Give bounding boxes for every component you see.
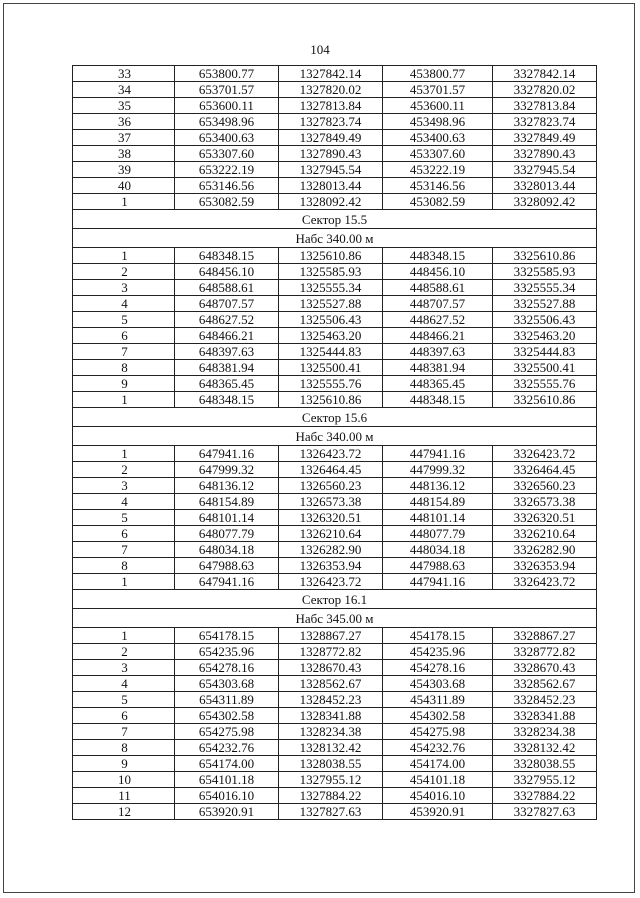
table-row [73, 676, 597, 692]
point-number-cell: 1 [73, 392, 175, 408]
point-number-cell: 4 [73, 676, 175, 692]
coordinate-cell: 653701.57 [175, 82, 279, 98]
coordinate-cell: 3328132.42 [493, 740, 597, 756]
coordinate-cell: 454101.18 [383, 772, 493, 788]
coordinate-cell: 647988.63 [175, 558, 279, 574]
coordinate-cell: 1325506.43 [279, 312, 383, 328]
coordinate-cell: 3326423.72 [493, 446, 597, 462]
coordinate-cell: 3328452.23 [493, 692, 597, 708]
coordinate-cell: 647941.16 [175, 446, 279, 462]
table-row [73, 66, 597, 82]
coordinate-cell: 648707.57 [175, 296, 279, 312]
point-number-cell: 4 [73, 494, 175, 510]
sector-elevation: Набс 340.00 м [73, 427, 597, 446]
coordinate-cell: 1325463.20 [279, 328, 383, 344]
point-number-cell: 2 [73, 462, 175, 478]
coordinate-cell: 3325585.93 [493, 264, 597, 280]
point-number-cell: 10 [73, 772, 175, 788]
table-row [73, 360, 597, 376]
table-row [73, 708, 597, 724]
coordinate-cell: 448077.79 [383, 526, 493, 542]
sector-title-row [73, 590, 597, 609]
coordinate-cell: 3326210.64 [493, 526, 597, 542]
coordinate-cell: 448381.94 [383, 360, 493, 376]
table-row [73, 178, 597, 194]
coordinate-cell: 3328234.38 [493, 724, 597, 740]
coordinate-cell: 3325555.34 [493, 280, 597, 296]
coordinate-cell: 1327842.14 [279, 66, 383, 82]
coordinate-cell: 1325500.41 [279, 360, 383, 376]
coordinate-cell: 1328867.27 [279, 628, 383, 644]
table-row [73, 644, 597, 660]
coordinate-cell: 3325463.20 [493, 328, 597, 344]
coordinate-cell: 448348.15 [383, 248, 493, 264]
table-row [73, 660, 597, 676]
coordinate-cell: 654174.00 [175, 756, 279, 772]
table-row [73, 558, 597, 574]
point-number-cell: 2 [73, 644, 175, 660]
table-row [73, 494, 597, 510]
coordinate-cell: 448101.14 [383, 510, 493, 526]
coordinate-cell: 1327945.54 [279, 162, 383, 178]
coordinate-cell: 453800.77 [383, 66, 493, 82]
point-number-cell: 5 [73, 510, 175, 526]
point-number-cell: 35 [73, 98, 175, 114]
coordinate-cell: 654235.96 [175, 644, 279, 660]
point-number-cell: 38 [73, 146, 175, 162]
coordinate-cell: 654303.68 [175, 676, 279, 692]
coordinate-cell: 447941.16 [383, 574, 493, 590]
coordinate-cell: 1328670.43 [279, 660, 383, 676]
table-row [73, 344, 597, 360]
sector-title: Сектор 15.6 [73, 408, 597, 427]
table-row [73, 526, 597, 542]
point-number-cell: 1 [73, 446, 175, 462]
coordinate-cell: 3328013.44 [493, 178, 597, 194]
coordinate-cell: 448348.15 [383, 392, 493, 408]
coordinate-cell: 3325610.86 [493, 248, 597, 264]
coordinate-cell: 447988.63 [383, 558, 493, 574]
coordinate-cell: 1326423.72 [279, 574, 383, 590]
coordinate-cell: 453498.96 [383, 114, 493, 130]
table-row [73, 756, 597, 772]
coordinate-cell: 453222.19 [383, 162, 493, 178]
coordinate-cell: 1328452.23 [279, 692, 383, 708]
point-number-cell: 7 [73, 344, 175, 360]
coordinate-cell: 448034.18 [383, 542, 493, 558]
coordinate-cell: 1327849.49 [279, 130, 383, 146]
sector-elevation-row [73, 427, 597, 446]
coordinate-cell: 448456.10 [383, 264, 493, 280]
table-row [73, 248, 597, 264]
coordinate-cell: 3327827.63 [493, 804, 597, 820]
table-row [73, 264, 597, 280]
table-row [73, 740, 597, 756]
coordinate-cell: 3325527.88 [493, 296, 597, 312]
coordinate-cell: 654016.10 [175, 788, 279, 804]
coordinate-cell: 448466.21 [383, 328, 493, 344]
sector-elevation-row [73, 609, 597, 628]
coordinate-cell: 3326353.94 [493, 558, 597, 574]
point-number-cell: 39 [73, 162, 175, 178]
table-row [73, 574, 597, 590]
coordinate-cell: 1327884.22 [279, 788, 383, 804]
coordinate-cell: 3327842.14 [493, 66, 597, 82]
coordinate-cell: 454302.58 [383, 708, 493, 724]
sector-title: Сектор 16.1 [73, 590, 597, 609]
coordinate-cell: 453082.59 [383, 194, 493, 210]
coordinate-cell: 453400.63 [383, 130, 493, 146]
sector-title: Сектор 15.5 [73, 210, 597, 229]
table-row [73, 628, 597, 644]
coordinate-cell: 3327820.02 [493, 82, 597, 98]
coordinate-cell: 648136.12 [175, 478, 279, 494]
coordinate-cell: 653400.63 [175, 130, 279, 146]
coordinate-cell: 453146.56 [383, 178, 493, 194]
point-number-cell: 1 [73, 628, 175, 644]
coordinate-cell: 454016.10 [383, 788, 493, 804]
coordinate-cell: 453701.57 [383, 82, 493, 98]
table-row [73, 194, 597, 210]
coordinate-cell: 1327890.43 [279, 146, 383, 162]
point-number-cell: 8 [73, 360, 175, 376]
coordinate-cell: 653498.96 [175, 114, 279, 130]
coordinate-cell: 448588.61 [383, 280, 493, 296]
coordinate-cell: 648034.18 [175, 542, 279, 558]
point-number-cell: 40 [73, 178, 175, 194]
coordinate-cell: 653146.56 [175, 178, 279, 194]
coordinate-cell: 648348.15 [175, 392, 279, 408]
coordinate-cell: 3328341.88 [493, 708, 597, 724]
coordinate-cell: 454311.89 [383, 692, 493, 708]
coordinate-cell: 648101.14 [175, 510, 279, 526]
sector-title-row [73, 210, 597, 229]
coordinates-table-body [73, 66, 597, 820]
coordinate-cell: 1326560.23 [279, 478, 383, 494]
point-number-cell: 7 [73, 542, 175, 558]
coordinate-cell: 3327945.54 [493, 162, 597, 178]
coordinate-cell: 3328867.27 [493, 628, 597, 644]
coordinate-cell: 654232.76 [175, 740, 279, 756]
point-number-cell: 1 [73, 248, 175, 264]
page-number: 104 [310, 42, 330, 57]
table-row [73, 328, 597, 344]
table-row [73, 692, 597, 708]
coordinate-cell: 1327813.84 [279, 98, 383, 114]
coordinate-cell: 1326210.64 [279, 526, 383, 542]
table-row [73, 510, 597, 526]
table-row [73, 788, 597, 804]
coordinate-cell: 3328670.43 [493, 660, 597, 676]
coordinate-cell: 3327849.49 [493, 130, 597, 146]
coordinate-cell: 454232.76 [383, 740, 493, 756]
coordinate-cell: 1326353.94 [279, 558, 383, 574]
coordinate-cell: 1328038.55 [279, 756, 383, 772]
coordinate-cell: 448627.52 [383, 312, 493, 328]
point-number-cell: 36 [73, 114, 175, 130]
coordinate-cell: 654275.98 [175, 724, 279, 740]
coordinates-table [72, 65, 597, 820]
coordinate-cell: 1328772.82 [279, 644, 383, 660]
point-number-cell: 5 [73, 312, 175, 328]
point-number-cell: 7 [73, 724, 175, 740]
point-number-cell: 9 [73, 756, 175, 772]
coordinate-cell: 454275.98 [383, 724, 493, 740]
coordinate-cell: 1328341.88 [279, 708, 383, 724]
coordinate-cell: 1327955.12 [279, 772, 383, 788]
table-row [73, 280, 597, 296]
table-row [73, 312, 597, 328]
coordinate-cell: 648466.21 [175, 328, 279, 344]
point-number-cell: 3 [73, 660, 175, 676]
coordinate-cell: 453307.60 [383, 146, 493, 162]
coordinate-cell: 3325506.43 [493, 312, 597, 328]
table-row [73, 478, 597, 494]
coordinate-cell: 1325610.86 [279, 392, 383, 408]
coordinate-cell: 1326423.72 [279, 446, 383, 462]
table-row [73, 162, 597, 178]
coordinate-cell: 3328092.42 [493, 194, 597, 210]
coordinate-cell: 654178.15 [175, 628, 279, 644]
coordinate-cell: 1325527.88 [279, 296, 383, 312]
coordinate-cell: 1328092.42 [279, 194, 383, 210]
coordinate-cell: 3327890.43 [493, 146, 597, 162]
table-row [73, 446, 597, 462]
coordinate-cell: 1328234.38 [279, 724, 383, 740]
coordinate-cell: 453920.91 [383, 804, 493, 820]
coordinate-cell: 648365.45 [175, 376, 279, 392]
sector-elevation-row [73, 229, 597, 248]
coordinate-cell: 448154.89 [383, 494, 493, 510]
coordinate-cell: 654278.16 [175, 660, 279, 676]
coordinate-cell: 448365.45 [383, 376, 493, 392]
table-row [73, 724, 597, 740]
point-number-cell: 6 [73, 708, 175, 724]
coordinate-cell: 3328772.82 [493, 644, 597, 660]
coordinate-cell: 653307.60 [175, 146, 279, 162]
table-row [73, 98, 597, 114]
coordinate-cell: 654302.58 [175, 708, 279, 724]
table-row [73, 376, 597, 392]
table-row [73, 542, 597, 558]
coordinate-cell: 3326320.51 [493, 510, 597, 526]
coordinate-cell: 3325444.83 [493, 344, 597, 360]
coordinate-cell: 1326464.45 [279, 462, 383, 478]
coordinate-cell: 653600.11 [175, 98, 279, 114]
point-number-cell: 6 [73, 526, 175, 542]
coordinate-cell: 454303.68 [383, 676, 493, 692]
point-number-cell: 11 [73, 788, 175, 804]
point-number-cell: 1 [73, 574, 175, 590]
coordinate-cell: 648627.52 [175, 312, 279, 328]
coordinate-cell: 653082.59 [175, 194, 279, 210]
coordinate-cell: 1325610.86 [279, 248, 383, 264]
table-row [73, 804, 597, 820]
coordinate-cell: 3327955.12 [493, 772, 597, 788]
coordinate-cell: 653920.91 [175, 804, 279, 820]
coordinate-cell: 1328132.42 [279, 740, 383, 756]
sector-elevation: Набс 345.00 м [73, 609, 597, 628]
coordinate-cell: 448397.63 [383, 344, 493, 360]
coordinate-cell: 648456.10 [175, 264, 279, 280]
coordinate-cell: 1327820.02 [279, 82, 383, 98]
coordinate-cell: 447999.32 [383, 462, 493, 478]
coordinate-cell: 1326320.51 [279, 510, 383, 526]
coordinate-cell: 3325610.86 [493, 392, 597, 408]
point-number-cell: 8 [73, 740, 175, 756]
coordinate-cell: 1325585.93 [279, 264, 383, 280]
coordinate-cell: 3326282.90 [493, 542, 597, 558]
sector-title-row [73, 408, 597, 427]
point-number-cell: 1 [73, 194, 175, 210]
point-number-cell: 4 [73, 296, 175, 312]
point-number-cell: 8 [73, 558, 175, 574]
coordinate-cell: 648154.89 [175, 494, 279, 510]
coordinate-cell: 647999.32 [175, 462, 279, 478]
coordinate-cell: 447941.16 [383, 446, 493, 462]
coordinate-cell: 3327813.84 [493, 98, 597, 114]
coordinate-cell: 448707.57 [383, 296, 493, 312]
table-row [73, 392, 597, 408]
coordinate-cell: 3328038.55 [493, 756, 597, 772]
point-number-cell: 6 [73, 328, 175, 344]
coordinate-cell: 448136.12 [383, 478, 493, 494]
coordinate-cell: 1325555.76 [279, 376, 383, 392]
table-row [73, 462, 597, 478]
coordinate-cell: 648348.15 [175, 248, 279, 264]
point-number-cell: 9 [73, 376, 175, 392]
point-number-cell: 3 [73, 478, 175, 494]
coordinate-cell: 1325555.34 [279, 280, 383, 296]
coordinate-cell: 654101.18 [175, 772, 279, 788]
coordinate-cell: 648588.61 [175, 280, 279, 296]
coordinate-cell: 653222.19 [175, 162, 279, 178]
coordinate-cell: 453600.11 [383, 98, 493, 114]
coordinate-cell: 647941.16 [175, 574, 279, 590]
point-number-cell: 34 [73, 82, 175, 98]
coordinate-cell: 648381.94 [175, 360, 279, 376]
coordinate-cell: 3328562.67 [493, 676, 597, 692]
coordinate-cell: 648077.79 [175, 526, 279, 542]
coordinate-cell: 3327823.74 [493, 114, 597, 130]
table-row [73, 82, 597, 98]
coordinate-cell: 3326560.23 [493, 478, 597, 494]
coordinate-cell: 3327884.22 [493, 788, 597, 804]
coordinate-cell: 1327823.74 [279, 114, 383, 130]
point-number-cell: 2 [73, 264, 175, 280]
point-number-cell: 37 [73, 130, 175, 146]
point-number-cell: 5 [73, 692, 175, 708]
coordinate-cell: 1325444.83 [279, 344, 383, 360]
coordinate-cell: 648397.63 [175, 344, 279, 360]
coordinate-cell: 3326573.38 [493, 494, 597, 510]
coordinate-cell: 3325555.76 [493, 376, 597, 392]
coordinate-cell: 3326423.72 [493, 574, 597, 590]
coordinate-cell: 1326573.38 [279, 494, 383, 510]
table-row [73, 772, 597, 788]
coordinate-cell: 1328562.67 [279, 676, 383, 692]
table-row [73, 146, 597, 162]
coordinate-cell: 654311.89 [175, 692, 279, 708]
coordinate-cell: 454174.00 [383, 756, 493, 772]
sector-elevation: Набс 340.00 м [73, 229, 597, 248]
coordinate-cell: 1328013.44 [279, 178, 383, 194]
point-number-cell: 33 [73, 66, 175, 82]
coordinate-cell: 3325500.41 [493, 360, 597, 376]
coordinate-cell: 454278.16 [383, 660, 493, 676]
point-number-cell: 3 [73, 280, 175, 296]
coordinate-cell: 653800.77 [175, 66, 279, 82]
coordinate-cell: 1326282.90 [279, 542, 383, 558]
table-row [73, 296, 597, 312]
coordinate-cell: 454235.96 [383, 644, 493, 660]
table-row [73, 114, 597, 130]
coordinate-cell: 1327827.63 [279, 804, 383, 820]
coordinate-cell: 454178.15 [383, 628, 493, 644]
point-number-cell: 12 [73, 804, 175, 820]
table-row [73, 130, 597, 146]
coordinate-cell: 3326464.45 [493, 462, 597, 478]
